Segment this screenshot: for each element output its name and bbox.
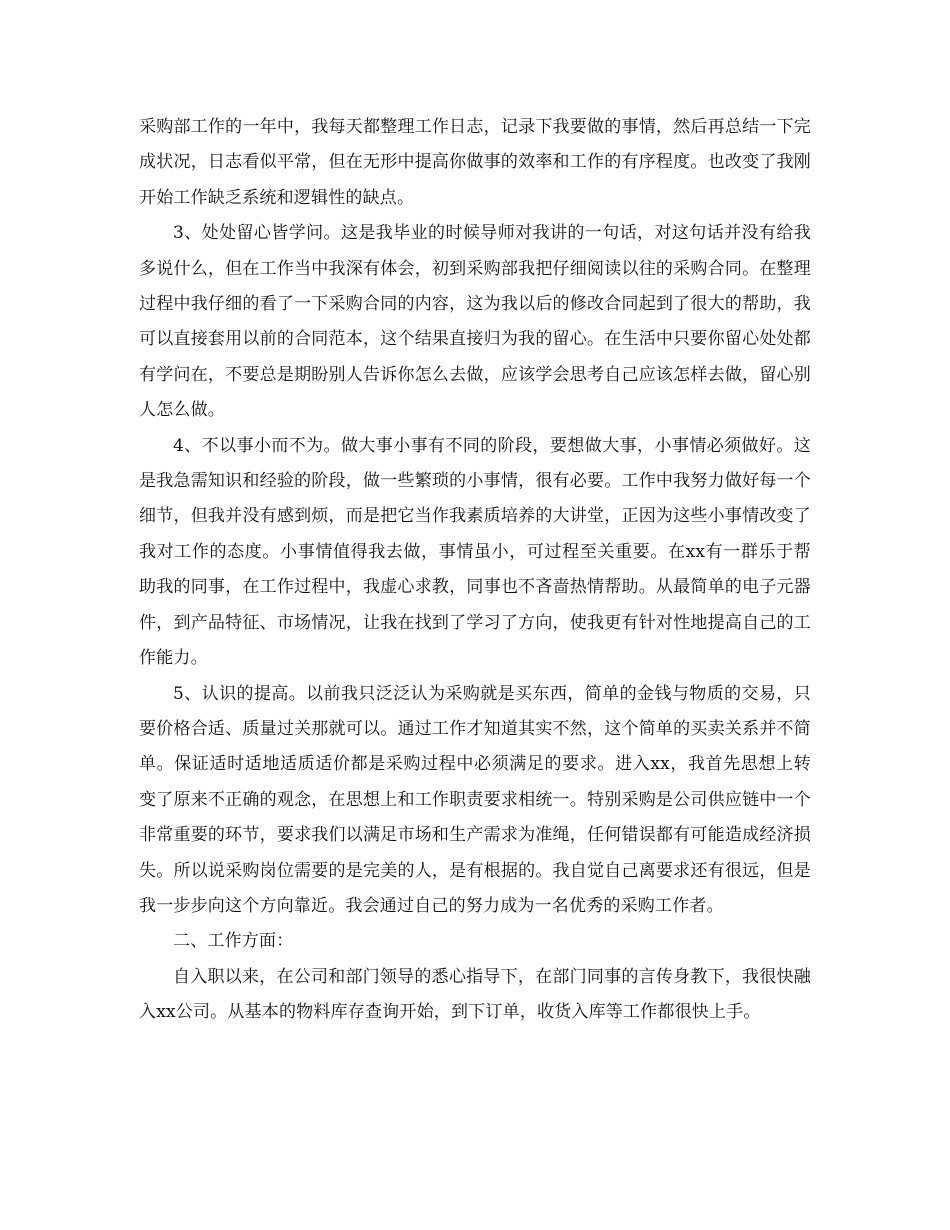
paragraph-intro: 采购部工作的一年中，我每天都整理工作日志，记录下我要做的事情，然后再总结一下完成状况，日志看似平常，但在无形中提高你做事的效率和工作的有序程度。也改变了我刚开始工作缺乏系统和逻辑性的缺点。 xyxy=(139,117,811,208)
paragraph-point-3: 3、处处留心皆学问。这是我毕业的时候导师对我讲的一句话，对这句话并没有给我多说什么，但在工作当中我深有体会，初到采购部我把仔细阅读以往的采购合同。在整理过程中我仔细的看了一下采购合同的内容，这为我以后的修改合同起到了很大的帮助，我可以直接套用以前的合同范本，这个结果直接归为我的留心。在生活中只要你留心处处都有学问在，不要总是期盼别人告诉你怎么去做，应该学会思考自己应该怎样去做，留心别人怎么做。 xyxy=(139,223,811,421)
paragraph-point-4: 4、不以事小而不为。做大事小事有不同的阶段，要想做大事，小事情必须做好。这是我急需知识和经验的阶段，做一些繁琐的小事情，很有必要。工作中我努力做好每一个细节，但我并没有感到烦，而是把它当作我素质培养的大讲堂，正因为这些小事情改变了我对工作的态度。小事情值得我去做，事情虽小，可过程至关重要。在xx有一群乐于帮助我的同事，在工作过程中，我虚心求教，同事也不吝啬热情帮助。从最简单的电子元器件，到产品特征、市场情况，让我在找到了学习了方向，使我更有针对性地提高自己的工作能力。 xyxy=(139,435,811,669)
paragraph-work-intro: 自入职以来，在公司和部门领导的悉心指导下，在部门同事的言传身教下，我很快融入xx公司。从基本的物料库存查询开始，到下订单，收货入库等工作都很快上手。 xyxy=(139,966,811,1023)
section-heading-work: 二、工作方面： xyxy=(173,931,294,952)
paragraph-point-5: 5、认识的提高。以前我只泛泛认为采购就是买东西，简单的金钱与物质的交易，只要价格合适、质量过关那就可以。通过工作才知道其实不然，这个简单的买卖关系并不简单。保证适时适地适质适价都是采购过程中必须满足的要求。进入xx，我首先思想上转变了原来不正确的观念，在思想上和工作职责要求相统一。特别采购是公司供应链中一个非常重要的环节，要求我们以满足市场和生产需求为准绳，任何错误都有可能造成经济损失。所以说采购岗位需要的是完美的人，是有根据的。我自觉自己离要求还有很远，但是我一步步向这个方向靠近。我会通过自己的努力成为一名优秀的采购工作者。 xyxy=(139,683,811,916)
document-body xyxy=(139,110,811,1031)
